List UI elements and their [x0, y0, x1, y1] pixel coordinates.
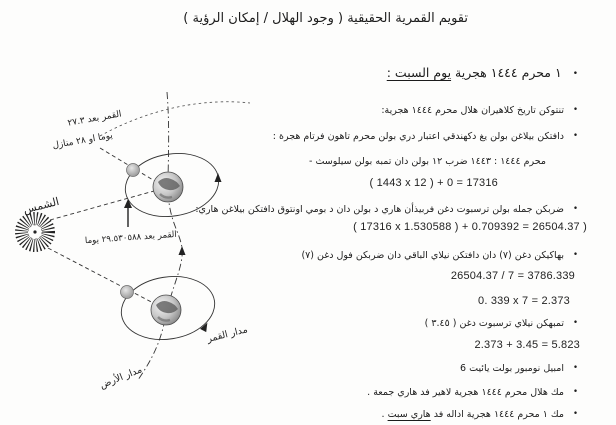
equation-sum: 2.373 + 3.45 = 5.823 [474, 339, 580, 351]
step-text: بهاكيكن دغن (٧) دان دافتكن نيلاي الباقي دان ضربكن فول دغن (٧) [301, 250, 564, 261]
step-text-post: . [381, 409, 388, 420]
bullet-icon: • [572, 387, 578, 397]
orbit-arrow-icon [179, 246, 186, 255]
synodic-label: القمر بعد ٢٩.٥٣٠٥٨٨ يوما [84, 229, 178, 247]
moon-orbit-label: مدار القمر [205, 324, 249, 345]
page-title: تقويم القمرية الحقيقية ( وجود الهلال / إمكان الرؤية ) [183, 11, 468, 26]
earth-orbit-label: مدار الأرض [98, 364, 144, 392]
sun-icon [22, 219, 49, 246]
bullet-icon: • [572, 318, 578, 328]
step-text: امبيل نومبور بولت يائيت 6 [460, 363, 564, 374]
bullet-icon: • [572, 409, 578, 419]
heading-line [387, 64, 578, 83]
equation-remainder: 0. 339 x 7 = 2.373 [478, 295, 570, 307]
sidereal-label-line1: القمر بعد ٢٧.٣ [66, 109, 123, 129]
step-divide-seven [301, 249, 578, 262]
conclusion-underlined-day: هاري سبت [387, 409, 431, 420]
step-count-months-detail [309, 155, 546, 168]
step-text: محرم ١٤٤٤ : ١٤٤٣ ضرب ١٢ بولن دان تمبه بولن سيلوسث - [309, 156, 546, 167]
moon-top-icon [127, 164, 140, 177]
bullet-icon: • [572, 363, 578, 373]
bullet-icon: • [572, 69, 578, 79]
sun-earth-line-bottom [48, 248, 161, 307]
moon-phases-diagram [0, 90, 250, 425]
bullet-icon: • [572, 250, 578, 260]
earth-top-icon [153, 172, 183, 202]
conclusion-hilal-born [367, 386, 578, 399]
conclusion-first-muharram [382, 408, 578, 421]
moon-bottom-icon [121, 286, 134, 299]
step-text: مك هلال محرم ١٤٤٤ هجرية لاهير فد هاري جمعة . [367, 387, 564, 398]
orbit-arrow-icon [215, 173, 222, 182]
step-text: تنتوكن تاريخ كلاهيران هلال محرم ١٤٤٤ هجرية: [381, 105, 564, 116]
bullet-icon: • [572, 105, 578, 115]
bullet-icon: • [572, 204, 578, 214]
step-count-months [273, 130, 578, 143]
step-add-constant [425, 317, 578, 330]
orbit-arc-decoration [100, 102, 250, 136]
equation-days: ( 17316 x 1.530588 ) + 0.709392 = 26504.37 ) [353, 221, 587, 233]
step-multiply-days [195, 203, 578, 216]
step-text: مك ١ محرم ١٤٤٤ هجرية اداله فد [430, 409, 564, 420]
sidereal-label-line2: يوما او ٢٨ منازل [51, 130, 114, 152]
sun-label: الشمس [21, 194, 61, 217]
step-text: تمبهكن نيلاي ترسبوت دغن ( ٣.٤٥ ) [424, 318, 564, 329]
step-text: ضربكن جمله بولن ترسبوت دغن فربيذأن هاري د بولن دان د بومي اونتوق دافتكن بيلاغن هاري: [195, 204, 564, 215]
earth-bottom-icon [151, 295, 181, 325]
step-determine-birthdate [381, 104, 578, 117]
heading-underlined-text: يوم السبت : [386, 65, 452, 80]
heading-text: ١ محرم ١٤٤٤ هجرية [451, 65, 562, 80]
equation-months: ( 1443 x 12 ) + 0 = 17316 [369, 177, 498, 189]
sun-earth-line-top [50, 189, 161, 220]
step-round-number [460, 362, 578, 375]
bullet-icon: • [572, 131, 578, 141]
equation-divide: 26504.37 / 7 = 3786.339 [450, 270, 575, 282]
step-text: دافتكن بيلاغن بولن يغ دكهندقي اعتبار دري بولن محرم تاهون فرتام هجرة : [272, 131, 564, 142]
